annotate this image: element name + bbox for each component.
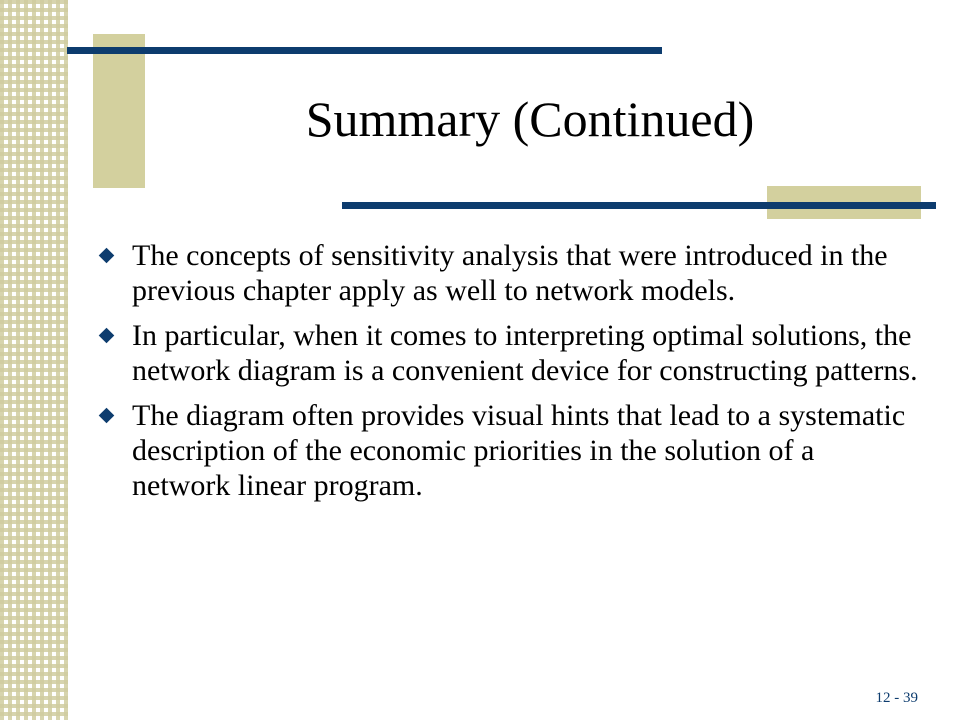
bullet-text: The diagram often provides visual hints that lead to a systematic description of the economic priorities in the solution of a network linear program. (132, 399, 906, 502)
bullet-list (98, 238, 918, 513)
decorative-navy-bar-bottom (342, 202, 936, 209)
bullet-text: In particular, when it comes to interpreting optimal solutions, the network diagram is a convenient device for constructing patterns. (132, 319, 918, 387)
bullet-item (98, 238, 918, 308)
diamond-bullet-icon (99, 408, 115, 424)
decorative-tan-block-top (93, 34, 145, 188)
decorative-navy-bar-top (67, 47, 662, 54)
slide-title: Summary (Continued) (305, 91, 755, 147)
bullet-item (98, 318, 918, 388)
page-number: 12 - 39 (875, 690, 918, 706)
diamond-bullet-icon (99, 248, 115, 264)
bullet-text: The concepts of sensitivity analysis that were introduced in the previous chapter apply as well to network models. (132, 239, 888, 307)
left-decorative-pattern (0, 0, 68, 720)
bullet-item (98, 398, 918, 503)
diamond-bullet-icon (99, 328, 115, 344)
